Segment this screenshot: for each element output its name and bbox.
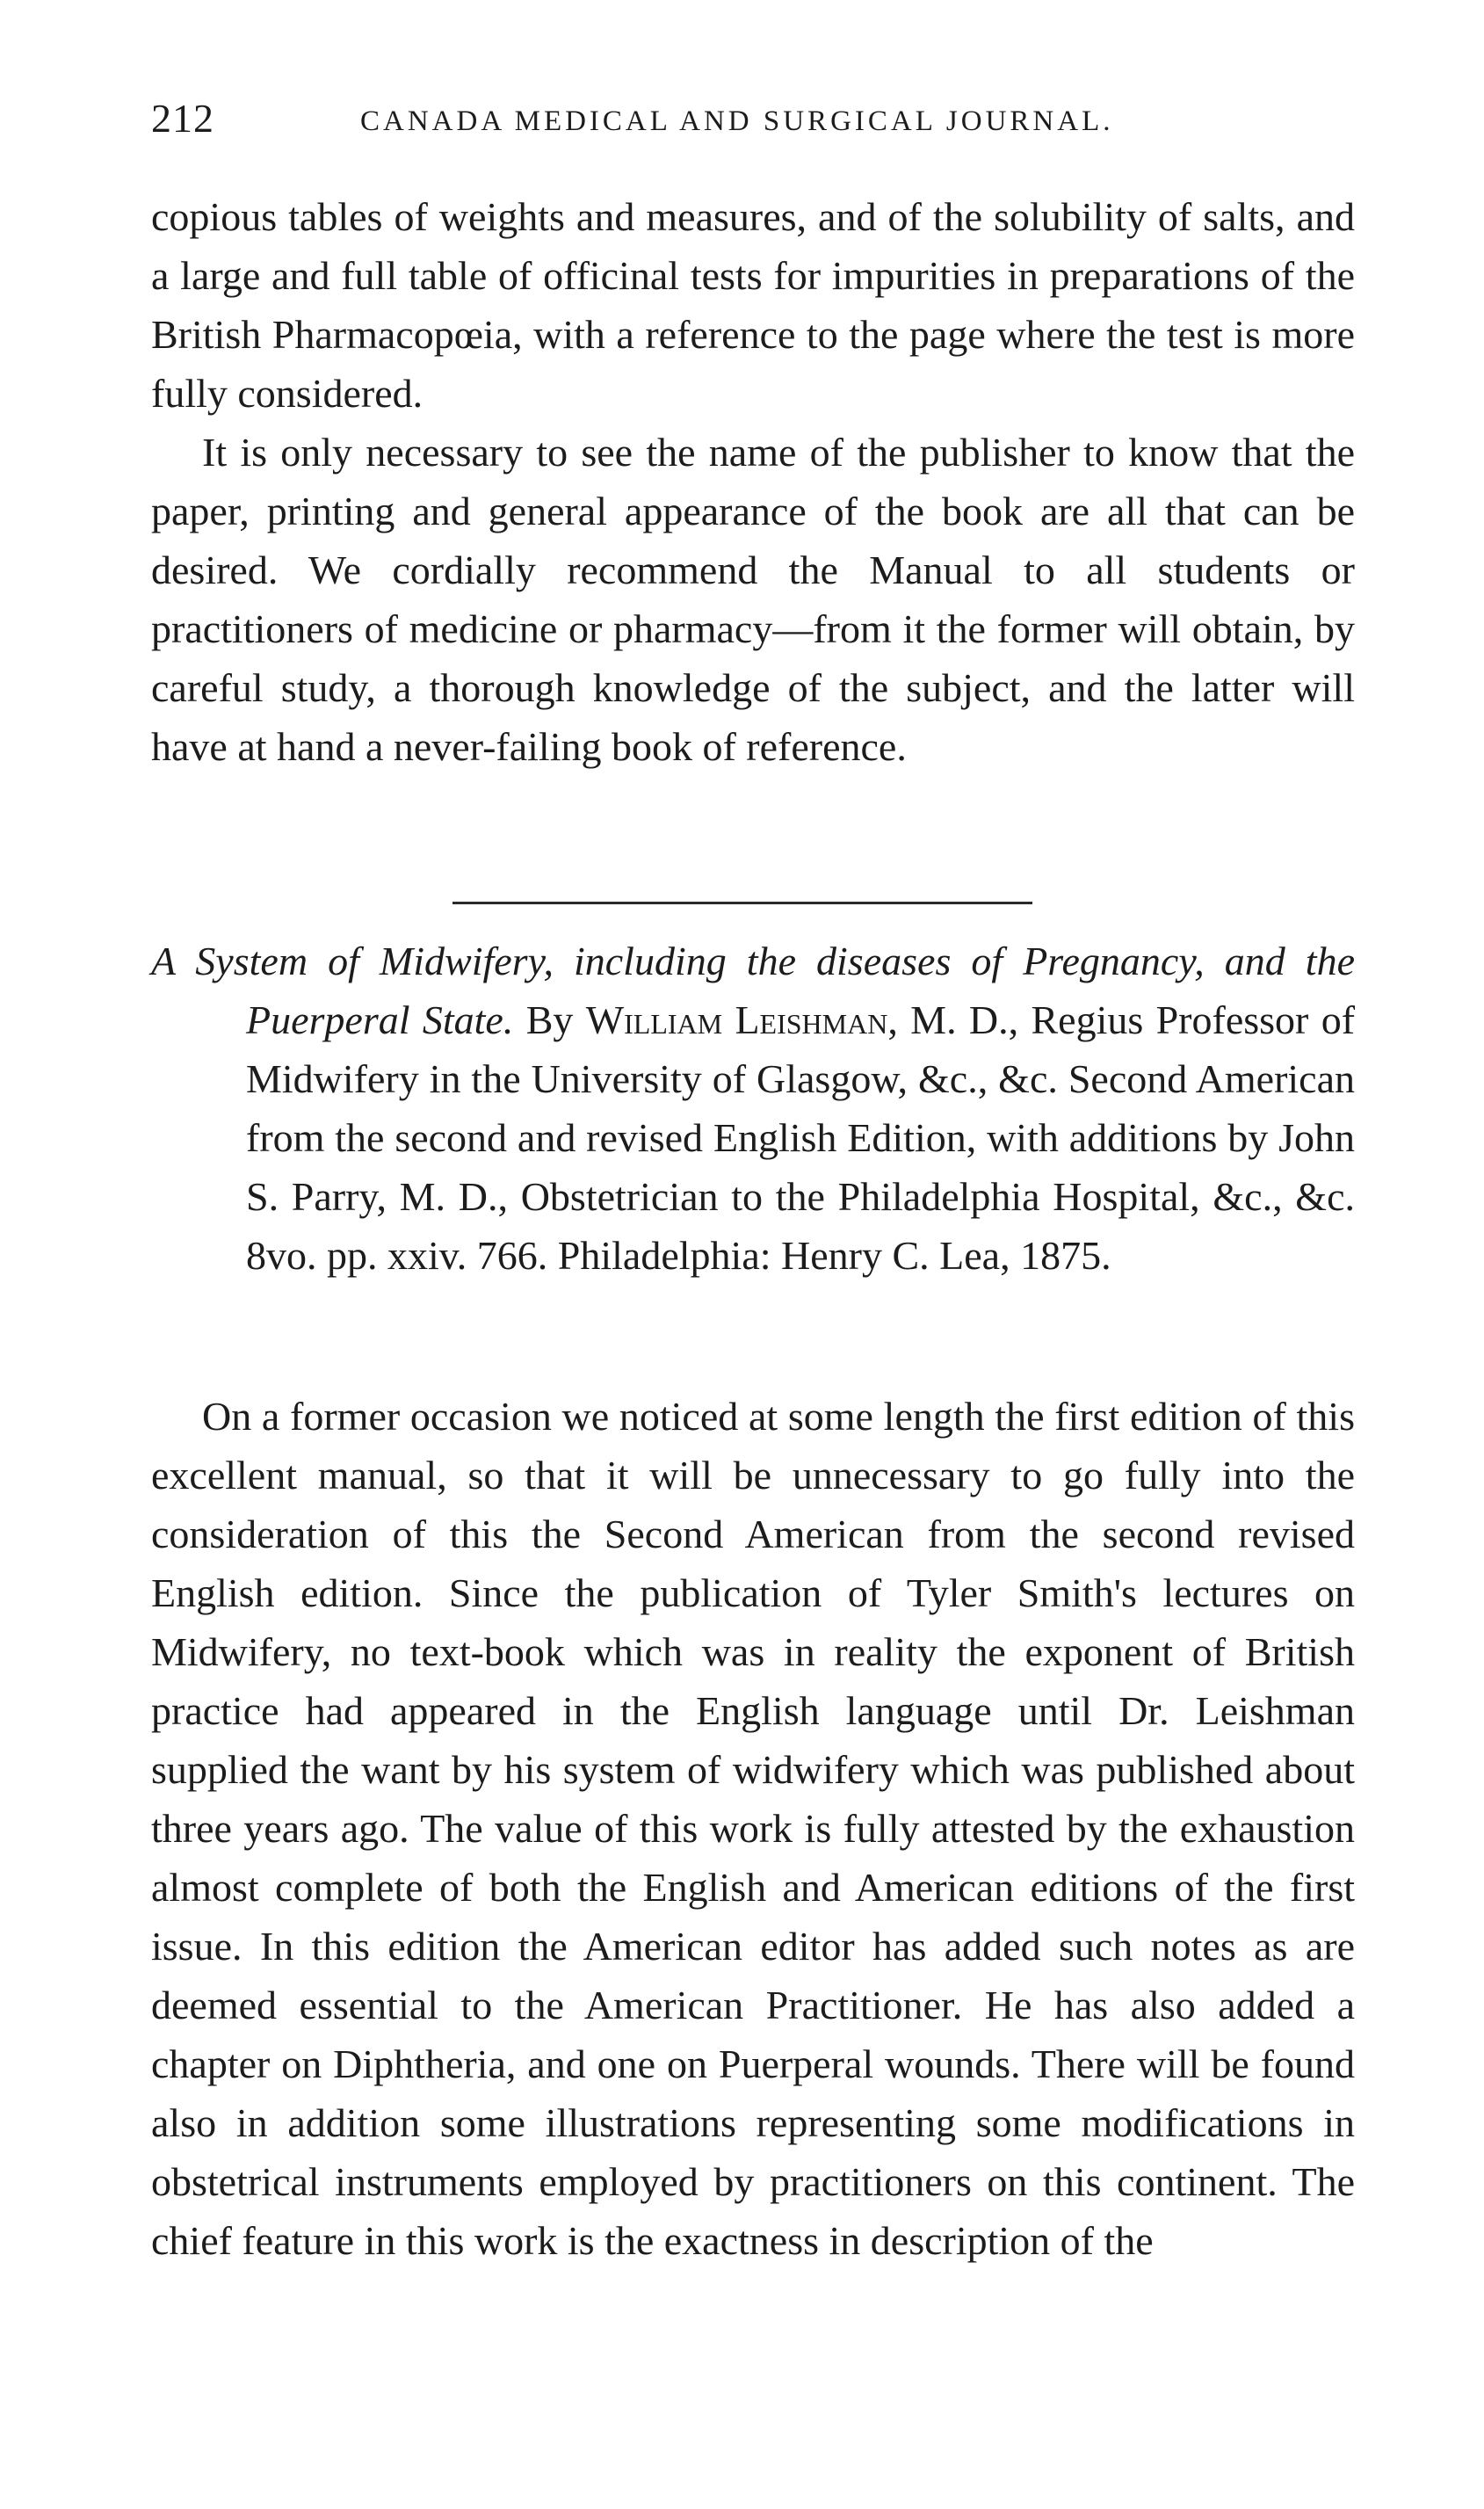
paragraph-continued: copious tables of weights and measures, and of the solubility of salts, and a large and full table of officinal tests for impurities in preparations of the British Pharmacopœia, with a reference to the page where the test is more fully considered. — [151, 194, 1355, 416]
journal-title: CANADA MEDICAL AND SURGICAL JOURNAL. — [360, 105, 1114, 137]
section-divider — [452, 902, 1032, 904]
review-citation — [151, 932, 1355, 1285]
review-paragraph: On a former occasion we noticed at some length the first edition of this excellent manual, so that it will be unnecessary to go fully into the consideration of this the Second American from the second revised English edition. Since the publication of Tyler Smith's lectures on Midwifery, no text-book which was in reality the exponent of British practice had appeared in the English language until Dr. Leishman supplied the want by his system of widwifery which was published about three years ago. The value of this work is fully attested by the exhaustion almost complete of both the English and American editions of the first issue. In this edition the American editor has added such notes as are deemed essential to the American Practitioner. He has also added a chapter on Diphtheria, and one on Puerperal wounds. There will be found also in addition some illustrations representing some modifications in obstetrical instruments employed by practitioners on this continent. The chief feature in this work is the exactness in description of the — [151, 1394, 1355, 2263]
book-details: M. D., Regius Professor of Midwifery in the University of Glasgow, &c., &c. Second American from the second and revised English Edition, with additions by John S. Parry, M. D., Obstetrician to the Philadelphia Hospital, &c., &c. 8vo. pp. xxiv. 766. Philadelphia: Henry C. Lea, 1875. — [246, 997, 1356, 1278]
by-label: By — [525, 997, 574, 1042]
continued-review-text — [151, 187, 1355, 776]
book-author: William Leishman, — [585, 997, 898, 1042]
paragraph-publisher: It is only necessary to see the name of the publisher to know that the paper, printing and general appearance of the book are all that can be desired. We cordially recommend the Manual to all students or practitioners of medicine or pharmacy—from it the former will obtain, by careful study, a thorough knowledge of the subject, and the latter will have at hand a never-failing book of reference. — [151, 430, 1355, 769]
running-head — [151, 95, 1364, 148]
book-title: A System of Midwifery, including the diseases of Pregnancy, and the Puerperal State. — [151, 939, 1355, 1042]
page-number: 212 — [151, 96, 214, 141]
review-body — [151, 1387, 1355, 2270]
